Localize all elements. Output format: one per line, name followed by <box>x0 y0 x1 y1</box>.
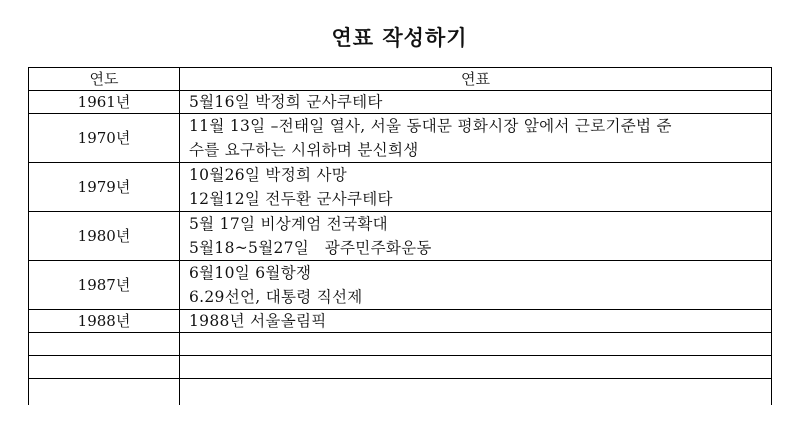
empty-events-cell[interactable] <box>180 356 772 379</box>
table-row <box>29 163 772 212</box>
chronology-table <box>28 67 772 405</box>
year-cell: 1988년 <box>29 310 180 333</box>
events-cell <box>180 163 772 212</box>
events-cell <box>180 114 772 163</box>
table-row <box>29 91 772 114</box>
year-cell: 1979년 <box>29 163 180 212</box>
year-cell: 1980년 <box>29 212 180 261</box>
event-line: 5월16일 박정희 군사쿠테타 <box>189 93 383 111</box>
event-line: 5월18~5월27일 광주민주화운동 <box>189 239 432 257</box>
event-line: 11월 13일 –전태일 열사, 서울 동대문 평화시장 앞에서 근로기준법 준 <box>189 117 672 135</box>
empty-events-cell[interactable] <box>180 333 772 356</box>
empty-year-cell[interactable] <box>29 379 180 406</box>
events-cell <box>180 212 772 261</box>
table-row <box>29 310 772 333</box>
year-cell: 1961년 <box>29 91 180 114</box>
empty-table-row <box>29 356 772 379</box>
chronology-column-header: 연표 <box>180 68 772 91</box>
events-cell <box>180 310 772 333</box>
table-row <box>29 212 772 261</box>
page-title: 연표 작성하기 <box>331 26 468 50</box>
year-column-header: 연도 <box>29 68 180 91</box>
event-line: 10월26일 박정희 사망 <box>189 166 348 184</box>
event-line: 수를 요구하는 시위하며 분신희생 <box>189 141 419 159</box>
empty-year-cell[interactable] <box>29 333 180 356</box>
year-cell: 1987년 <box>29 261 180 310</box>
year-cell: 1970년 <box>29 114 180 163</box>
events-cell <box>180 261 772 310</box>
event-line: 6.29선언, 대통령 직선제 <box>189 288 363 306</box>
event-line: 5월 17일 비상계엄 전국확대 <box>189 215 388 233</box>
empty-year-cell[interactable] <box>29 356 180 379</box>
table-row <box>29 114 772 163</box>
empty-table-row <box>29 333 772 356</box>
event-line: 6월10일 6월항쟁 <box>189 264 312 282</box>
empty-table-row <box>29 379 772 406</box>
events-cell <box>180 91 772 114</box>
empty-events-cell[interactable] <box>180 379 772 406</box>
table-row <box>29 261 772 310</box>
event-line: 12월12일 전두환 군사쿠테타 <box>189 190 393 208</box>
event-line: 1988년 서울올림픽 <box>189 312 327 330</box>
table-header-row <box>29 68 772 91</box>
